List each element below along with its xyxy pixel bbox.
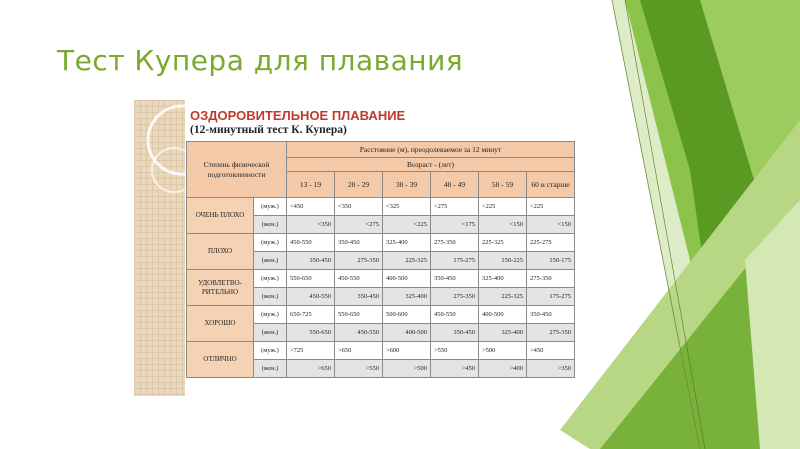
value-cell: 400-500 [383, 324, 431, 342]
value-cell: >500 [383, 360, 431, 378]
value-cell: <350 [335, 198, 383, 216]
image-heading: ОЗДОРОВИТЕЛЬНОЕ ПЛАВАНИЕ [190, 108, 406, 123]
value-cell: >725 [287, 342, 335, 360]
value-cell: <150 [479, 216, 527, 234]
value-cell: >600 [383, 342, 431, 360]
age-cell: 30 - 39 [383, 172, 431, 198]
value-cell: 275-350 [431, 288, 479, 306]
sex-label-female: (жен.) [254, 360, 287, 378]
slide-title: Тест Купера для плавания [57, 44, 464, 77]
level-row-male [187, 234, 575, 252]
value-cell: <175 [431, 216, 479, 234]
level-name: УДОВЛЕТВО-РИТЕЛЬНО [187, 270, 254, 306]
value-cell: <225 [479, 198, 527, 216]
value-cell: 175-275 [527, 288, 575, 306]
value-cell: 275-350 [527, 324, 575, 342]
value-cell: 325-400 [383, 234, 431, 252]
level-name: ХОРОШО [187, 306, 254, 342]
value-cell: 400-500 [479, 306, 527, 324]
age-cell: 13 - 19 [287, 172, 335, 198]
value-cell: >650 [287, 360, 335, 378]
value-cell: 150-225 [479, 252, 527, 270]
value-cell: 275-350 [335, 252, 383, 270]
value-cell: 650-725 [287, 306, 335, 324]
value-cell: 350-450 [335, 234, 383, 252]
image-subheading: (12-минутный тест К. Купера) [190, 124, 347, 136]
age-header: Возраст - (лет) [287, 158, 575, 172]
level-row-male [187, 306, 575, 324]
value-cell: 450-550 [335, 270, 383, 288]
sex-label-female: (жен.) [254, 252, 287, 270]
value-cell: >400 [479, 360, 527, 378]
level-name: ОТЛИЧНО [187, 342, 254, 378]
value-cell: <325 [383, 198, 431, 216]
value-cell: 450-550 [287, 288, 335, 306]
value-cell: >650 [335, 342, 383, 360]
value-cell: 325-400 [383, 288, 431, 306]
value-cell: 350-450 [335, 288, 383, 306]
value-cell: >550 [335, 360, 383, 378]
value-cell: 275-350 [431, 234, 479, 252]
value-cell: >450 [431, 360, 479, 378]
value-cell: 550-650 [335, 306, 383, 324]
value-cell: <350 [287, 216, 335, 234]
value-cell: 550-650 [287, 270, 335, 288]
value-cell: >500 [479, 342, 527, 360]
sex-label-female: (жен.) [254, 288, 287, 306]
value-cell: 325-400 [479, 270, 527, 288]
value-cell: 450-550 [335, 324, 383, 342]
value-cell: 225-275 [527, 234, 575, 252]
value-cell: <225 [527, 198, 575, 216]
sex-label-female: (жен.) [254, 324, 287, 342]
value-cell: <225 [383, 216, 431, 234]
level-row-male [187, 270, 575, 288]
value-cell: <275 [431, 198, 479, 216]
level-name: ОЧЕНЬ ПЛОХО [187, 198, 254, 234]
sex-label-male: (муж.) [254, 342, 287, 360]
sex-label-male: (муж.) [254, 270, 287, 288]
value-cell: 150-175 [527, 252, 575, 270]
sex-label-female: (жен.) [254, 216, 287, 234]
value-cell: 350-450 [431, 270, 479, 288]
value-cell: 225-325 [479, 288, 527, 306]
age-cell: 40 - 49 [431, 172, 479, 198]
value-cell: 175-275 [431, 252, 479, 270]
value-cell: <450 [287, 198, 335, 216]
level-column-header: Степень физической подготовленности [187, 142, 287, 198]
value-cell: 500-600 [383, 306, 431, 324]
value-cell: 275-350 [527, 270, 575, 288]
value-cell: 400-500 [383, 270, 431, 288]
age-cell: 60 и старше [527, 172, 575, 198]
decorative-side-strip [134, 100, 185, 396]
sex-label-male: (муж.) [254, 234, 287, 252]
value-cell: 225-325 [479, 234, 527, 252]
value-cell: <275 [335, 216, 383, 234]
distance-header: Расстояние (м), преодолеваемое за 12 минут [287, 142, 575, 158]
value-cell: 350-450 [527, 306, 575, 324]
value-cell: 350-450 [431, 324, 479, 342]
level-row-male [187, 198, 575, 216]
decorative-circles [134, 100, 185, 396]
value-cell: 550-650 [287, 324, 335, 342]
value-cell: >450 [527, 342, 575, 360]
value-cell: <150 [527, 216, 575, 234]
age-cell: 50 - 59 [479, 172, 527, 198]
age-cell: 20 - 29 [335, 172, 383, 198]
table-header-row [187, 142, 575, 158]
value-cell: 450-550 [431, 306, 479, 324]
value-cell: 450-550 [287, 234, 335, 252]
value-cell: >350 [527, 360, 575, 378]
cooper-table [186, 141, 575, 378]
value-cell: 325-400 [479, 324, 527, 342]
value-cell: >550 [431, 342, 479, 360]
sex-label-male: (муж.) [254, 306, 287, 324]
level-name: ПЛОХО [187, 234, 254, 270]
table-image [134, 100, 581, 396]
value-cell: 350-450 [287, 252, 335, 270]
sex-label-male: (муж.) [254, 198, 287, 216]
value-cell: 225-325 [383, 252, 431, 270]
level-row-male [187, 342, 575, 360]
